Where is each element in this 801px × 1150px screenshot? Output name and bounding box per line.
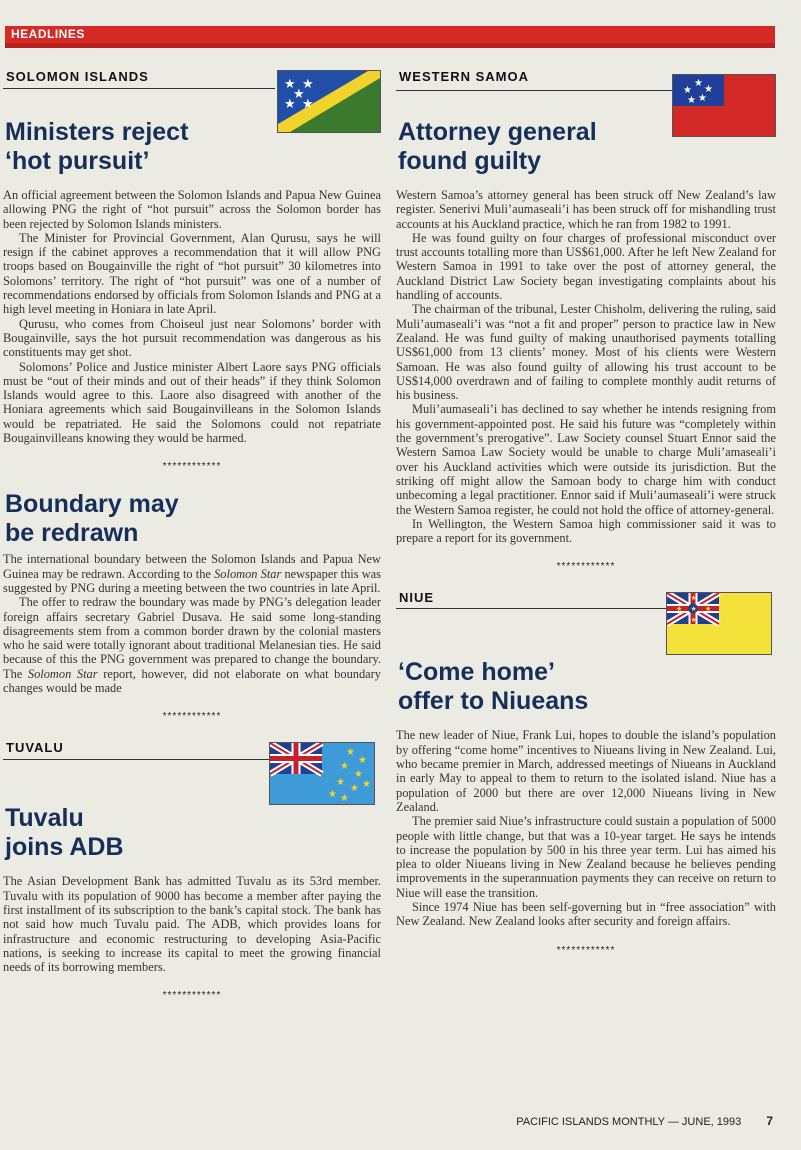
newspaper-name: Solomon Star — [214, 566, 282, 581]
article-paragraph: Solomons’ Police and Justice minister Albert Laore says PNG officials must be “out of their minds and out of their heads” if they think Solomon Islands would agree to this. Laore also disagreed with another of the Honiara agreements which said Bougainvilleans in the Solomon Islands would be repatriated. He said the Solomons could not repatriate Bougainvilleans knowing they would be harmed. — [3, 359, 381, 446]
headline-line: ‘hot pursuit’ — [5, 147, 150, 175]
headline-line: offer to Niueans — [398, 687, 589, 716]
headline-line: be redrawn — [5, 519, 139, 548]
solomon-section-header — [3, 62, 381, 118]
article-paragraph: In Wellington, the Western Samoa high commissioner said it was to prepare a report for its government. — [396, 516, 776, 546]
niue-section-header — [396, 590, 776, 672]
svg-text:★: ★ — [302, 77, 314, 92]
publication-name: PACIFIC ISLANDS MONTHLY — JUNE, 1993 — [516, 1116, 742, 1128]
svg-text:★: ★ — [704, 84, 713, 95]
article-paragraph: He was found guilty on four charges of professional misconduct over trust accounts totalling more than US$61,000. After he left New Zealand for Western Samoa in 1991 to take over the post of attorney general, the Auckland District Law Society began investigating complaints about his handling of accounts. — [396, 230, 776, 303]
article-paragraph: Qurusu, who comes from Choiseul just near Solomons’ border with Bougainville, says the hot pursuit recommendation was dangerous as his constituents may get shot. — [3, 316, 381, 360]
article-paragraph: Since 1974 Niue has been self-governing but in “free association” with New Zealand. New Zealand looks after security and foreign affairs. — [396, 899, 776, 929]
svg-text:★: ★ — [358, 755, 367, 767]
headlines-label: HEADLINES — [11, 27, 85, 41]
headline-line: joins ADB — [5, 833, 124, 862]
svg-text:★: ★ — [705, 605, 712, 614]
section-label-solomon-islands: SOLOMON ISLANDS — [6, 69, 149, 84]
svg-text:★: ★ — [687, 95, 696, 106]
article-paragraph: The premier said Niue’s infrastructure could sustain a population of 5000 people with little change, but that was a 10-year target. He says he intends to increase the population by 500 in his three year term. Lui has aimed his plea to older Niueans living in New Zealand because he believes pending improvements in the superannuation payments they can receive on return to Niue will ease the transition. — [396, 814, 776, 900]
svg-text:★: ★ — [293, 87, 305, 102]
left-column — [3, 62, 381, 1019]
page-number: 7 — [766, 1114, 773, 1128]
headline-line: Attorney general — [398, 118, 597, 146]
headline-line: ‘Come home’ — [398, 658, 555, 687]
article-paragraph: The new leader of Niue, Frank Lui, hopes to double the island’s population by offering “come home” incentives to Niueans living in New Zealand. Lui, who became premier in March, addressed meetings of Niueans in Auckland in early May to appeal to them to return to the isolated island. Niue has a population of 2000 but there are over 12,000 Niueans living in New Zealand. — [396, 728, 776, 814]
section-rule — [396, 608, 666, 609]
section-label-niue: NIUE — [399, 590, 435, 606]
svg-text:★: ★ — [354, 769, 363, 781]
svg-text:★: ★ — [284, 77, 296, 92]
right-column — [396, 62, 776, 974]
newspaper-name: Solomon Star — [27, 666, 98, 681]
svg-text:★: ★ — [340, 761, 349, 773]
svg-text:★: ★ — [362, 779, 371, 791]
svg-text:★: ★ — [694, 78, 703, 89]
svg-text:★: ★ — [683, 85, 692, 96]
article-paragraph: Muli’aumaseali’i has declined to say whether he intends resigning from his government-appointed post. He said his future was “completely within the government’s prerogative”. Law Society counsel Stuart Ennor said the Western Samoa Law Society would be unable to charge Muli’amaseali’i over his Auckland activities which were outside its jurisdiction. But the striking off might allow the Samoan body to charge him with conduct unbecoming a legal practitioner. Ennor said if Muli’aumaseali’i were struck the Western Samoa register, he could not hold the office of attorney-general. — [396, 402, 776, 517]
section-rule — [3, 759, 269, 760]
section-rule — [3, 88, 275, 89]
svg-text:★: ★ — [284, 97, 296, 112]
article-paragraph: The chairman of the tribunal, Lester Chisholm, delivering the ruling, said Muli’aumaseali’i was “not a fit and proper” person to practice law in New Zealand. He was fund guilty of making unauthorised payments totalling US$61,000 from 13 clients’ money. Most of his clients were Western Samoan. He was also found guilty of allowing his trust account to be US$14,000 overdrawn and of failing to complete monthly audit returns of his business. — [396, 302, 776, 403]
svg-text:★: ★ — [690, 616, 697, 625]
article-paragraph: An official agreement between the Solomon Islands and Papua New Guinea allowing PNG the right of “hot pursuit” across the Solomon border has been rejected by Solomon Islands ministers. — [3, 188, 381, 231]
section-label-tuvalu: TUVALU — [6, 740, 64, 756]
western-samoa-flag-icon — [672, 74, 776, 137]
western-samoa-section-header — [396, 62, 776, 118]
section-rule — [396, 90, 672, 91]
svg-text:★: ★ — [690, 594, 697, 603]
niue-flag-icon — [666, 592, 772, 655]
solomon-islands-flag-icon — [277, 70, 381, 133]
separator-stars: ************ — [162, 990, 222, 1002]
svg-text:★: ★ — [350, 783, 359, 795]
svg-text:★: ★ — [340, 793, 349, 805]
tuvalu-flag-icon — [269, 742, 375, 805]
separator-stars: ************ — [556, 561, 616, 573]
article-paragraph: Western Samoa’s attorney general has been struck off New Zealand’s law register. Senerivi Muli’aumaseali’i has been struck off for mishandling trust accounts at his Auckland practice, which he ran from 1982 to 1991. — [396, 188, 776, 231]
tuvalu-section-header — [3, 740, 381, 810]
headline-line: Ministers reject — [5, 118, 189, 146]
separator-stars: ************ — [162, 461, 222, 473]
headline-tuvalu-joins-adb — [5, 804, 381, 862]
headline-line: Boundary may — [5, 490, 179, 519]
separator-stars: ************ — [556, 944, 616, 956]
text-run: newspaper this was suggested by PNG during a meeting between the two countries in late April. — [3, 566, 381, 595]
article-paragraph: The Minister for Provincial Government, Alan Qurusu, says he will resign if the cabinet approves a recommendation that it will allow PNG troops based on Bougainville the right of “hot pursuit” 30 kilometres into Solomons’ territory. The right of “hot pursuit” was one of a number of recommendations endorsed by officials from Solomon Islands and PNG at a high level meeting in Honiara in late April. — [3, 230, 381, 317]
article-paragraph: The Asian Development Bank has admitted Tuvalu as its 53rd member. Tuvalu with its population of 9000 has become a member after paying the first installment of its subscription to the bank’s capital stock. The bank has not said how much Tuvalu paid. The ADB, which provides loans for infrastructure and economic restructuring to developing Asia-Pacific nations, is seeking to increase its capital to meet the growing financial needs of its borrowing members. — [3, 874, 381, 975]
section-label-western-samoa: WESTERN SAMOA — [399, 69, 529, 84]
separator-stars: ************ — [162, 711, 222, 723]
article-paragraph — [3, 552, 381, 595]
svg-text:★: ★ — [676, 605, 683, 614]
headline-line: found guilty — [398, 147, 542, 175]
headline-boundary-may-be-redrawn — [5, 490, 381, 548]
text-run: The international boundary between the Solomon Islands and Papua New Guinea may be redrawn. According to the — [3, 552, 381, 581]
text-run: The offer to redraw the boundary was made by PNG’s delegation leader foreign affairs secretary Gabriel Dusava. He said some long-standing disagreements stem from a common border drawn by the colonial masters who he said were totally ignorant about traditional Melanesian ties. He said because of this the PNG government was prepared to change the boundary. The — [3, 595, 381, 681]
svg-text:★: ★ — [336, 777, 345, 789]
headlines-banner — [5, 26, 775, 48]
svg-text:★: ★ — [698, 93, 707, 104]
article-paragraph — [3, 595, 381, 695]
svg-text:★: ★ — [690, 605, 697, 614]
svg-text:★: ★ — [346, 747, 355, 759]
text-run: report, however, did not elaborate on what boundary changes would be made — [3, 666, 381, 696]
page-footer — [516, 1114, 773, 1128]
svg-text:★: ★ — [302, 97, 314, 112]
headline-line: Tuvalu — [5, 804, 84, 833]
svg-text:★: ★ — [328, 789, 337, 801]
